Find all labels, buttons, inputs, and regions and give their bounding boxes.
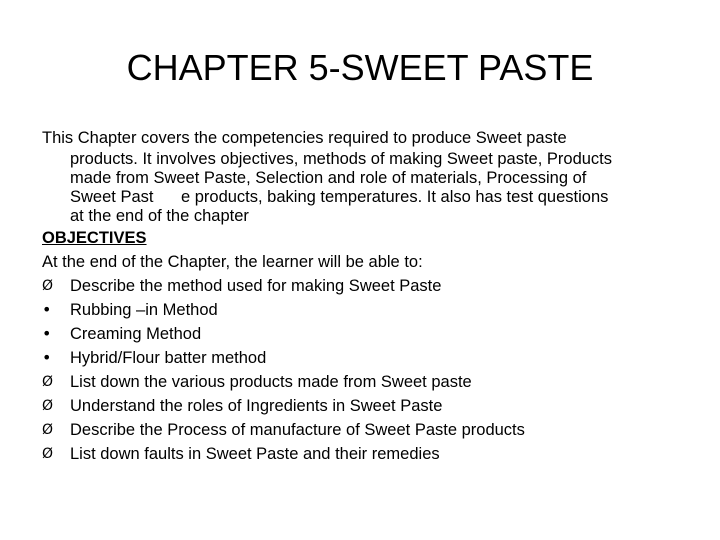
intro-paragraph bbox=[42, 126, 692, 226]
arrow-bullet-icon: Ø bbox=[42, 374, 54, 390]
arrow-bullet-icon: Ø bbox=[42, 446, 54, 462]
intro-line: made from Sweet Paste, Selection and role of materials, Processing of bbox=[70, 169, 587, 187]
arrow-bullet-icon: Ø bbox=[42, 422, 54, 438]
slide-title: CHAPTER 5-SWEET PASTE bbox=[126, 47, 594, 88]
list-item-text: Describe the method used for making Sweet Paste bbox=[70, 277, 442, 295]
objectives-lead: At the end of the Chapter, the learner will be able to: bbox=[42, 253, 423, 271]
list-item-text: Creaming Method bbox=[70, 325, 202, 343]
intro-line: Sweet Past e products, baking temperatures. It also has test questions bbox=[70, 188, 609, 206]
dot-bullet-icon: • bbox=[42, 348, 52, 367]
list-item bbox=[42, 418, 692, 442]
list-item bbox=[42, 298, 692, 322]
objectives-list bbox=[42, 274, 692, 466]
dot-bullet-icon: • bbox=[42, 300, 52, 319]
list-item-text: Describe the Process of manufacture of Sweet Paste products bbox=[70, 421, 525, 439]
slide-body bbox=[42, 126, 692, 466]
list-item-text: Rubbing –in Method bbox=[70, 301, 218, 319]
list-item-text: List down the various products made from Sweet paste bbox=[70, 373, 472, 391]
list-item bbox=[42, 322, 692, 346]
list-item bbox=[42, 394, 692, 418]
objectives-heading: OBJECTIVES bbox=[42, 229, 147, 247]
list-item bbox=[42, 442, 692, 466]
intro-line: products. It involves objectives, methods of making Sweet paste, Products bbox=[70, 150, 613, 168]
intro-line: at the end of the chapter bbox=[70, 207, 249, 225]
list-item bbox=[42, 274, 692, 298]
dot-bullet-icon: • bbox=[42, 324, 52, 343]
list-item bbox=[42, 370, 692, 394]
list-item-text: Understand the roles of Ingredients in Sweet Paste bbox=[70, 397, 443, 415]
list-item-text: Hybrid/Flour batter method bbox=[70, 349, 267, 367]
list-item bbox=[42, 346, 692, 370]
intro-line: This Chapter covers the competencies required to produce Sweet paste bbox=[42, 129, 567, 147]
arrow-bullet-icon: Ø bbox=[42, 278, 54, 294]
list-item-text: List down faults in Sweet Paste and their remedies bbox=[70, 445, 440, 463]
arrow-bullet-icon: Ø bbox=[42, 398, 54, 414]
